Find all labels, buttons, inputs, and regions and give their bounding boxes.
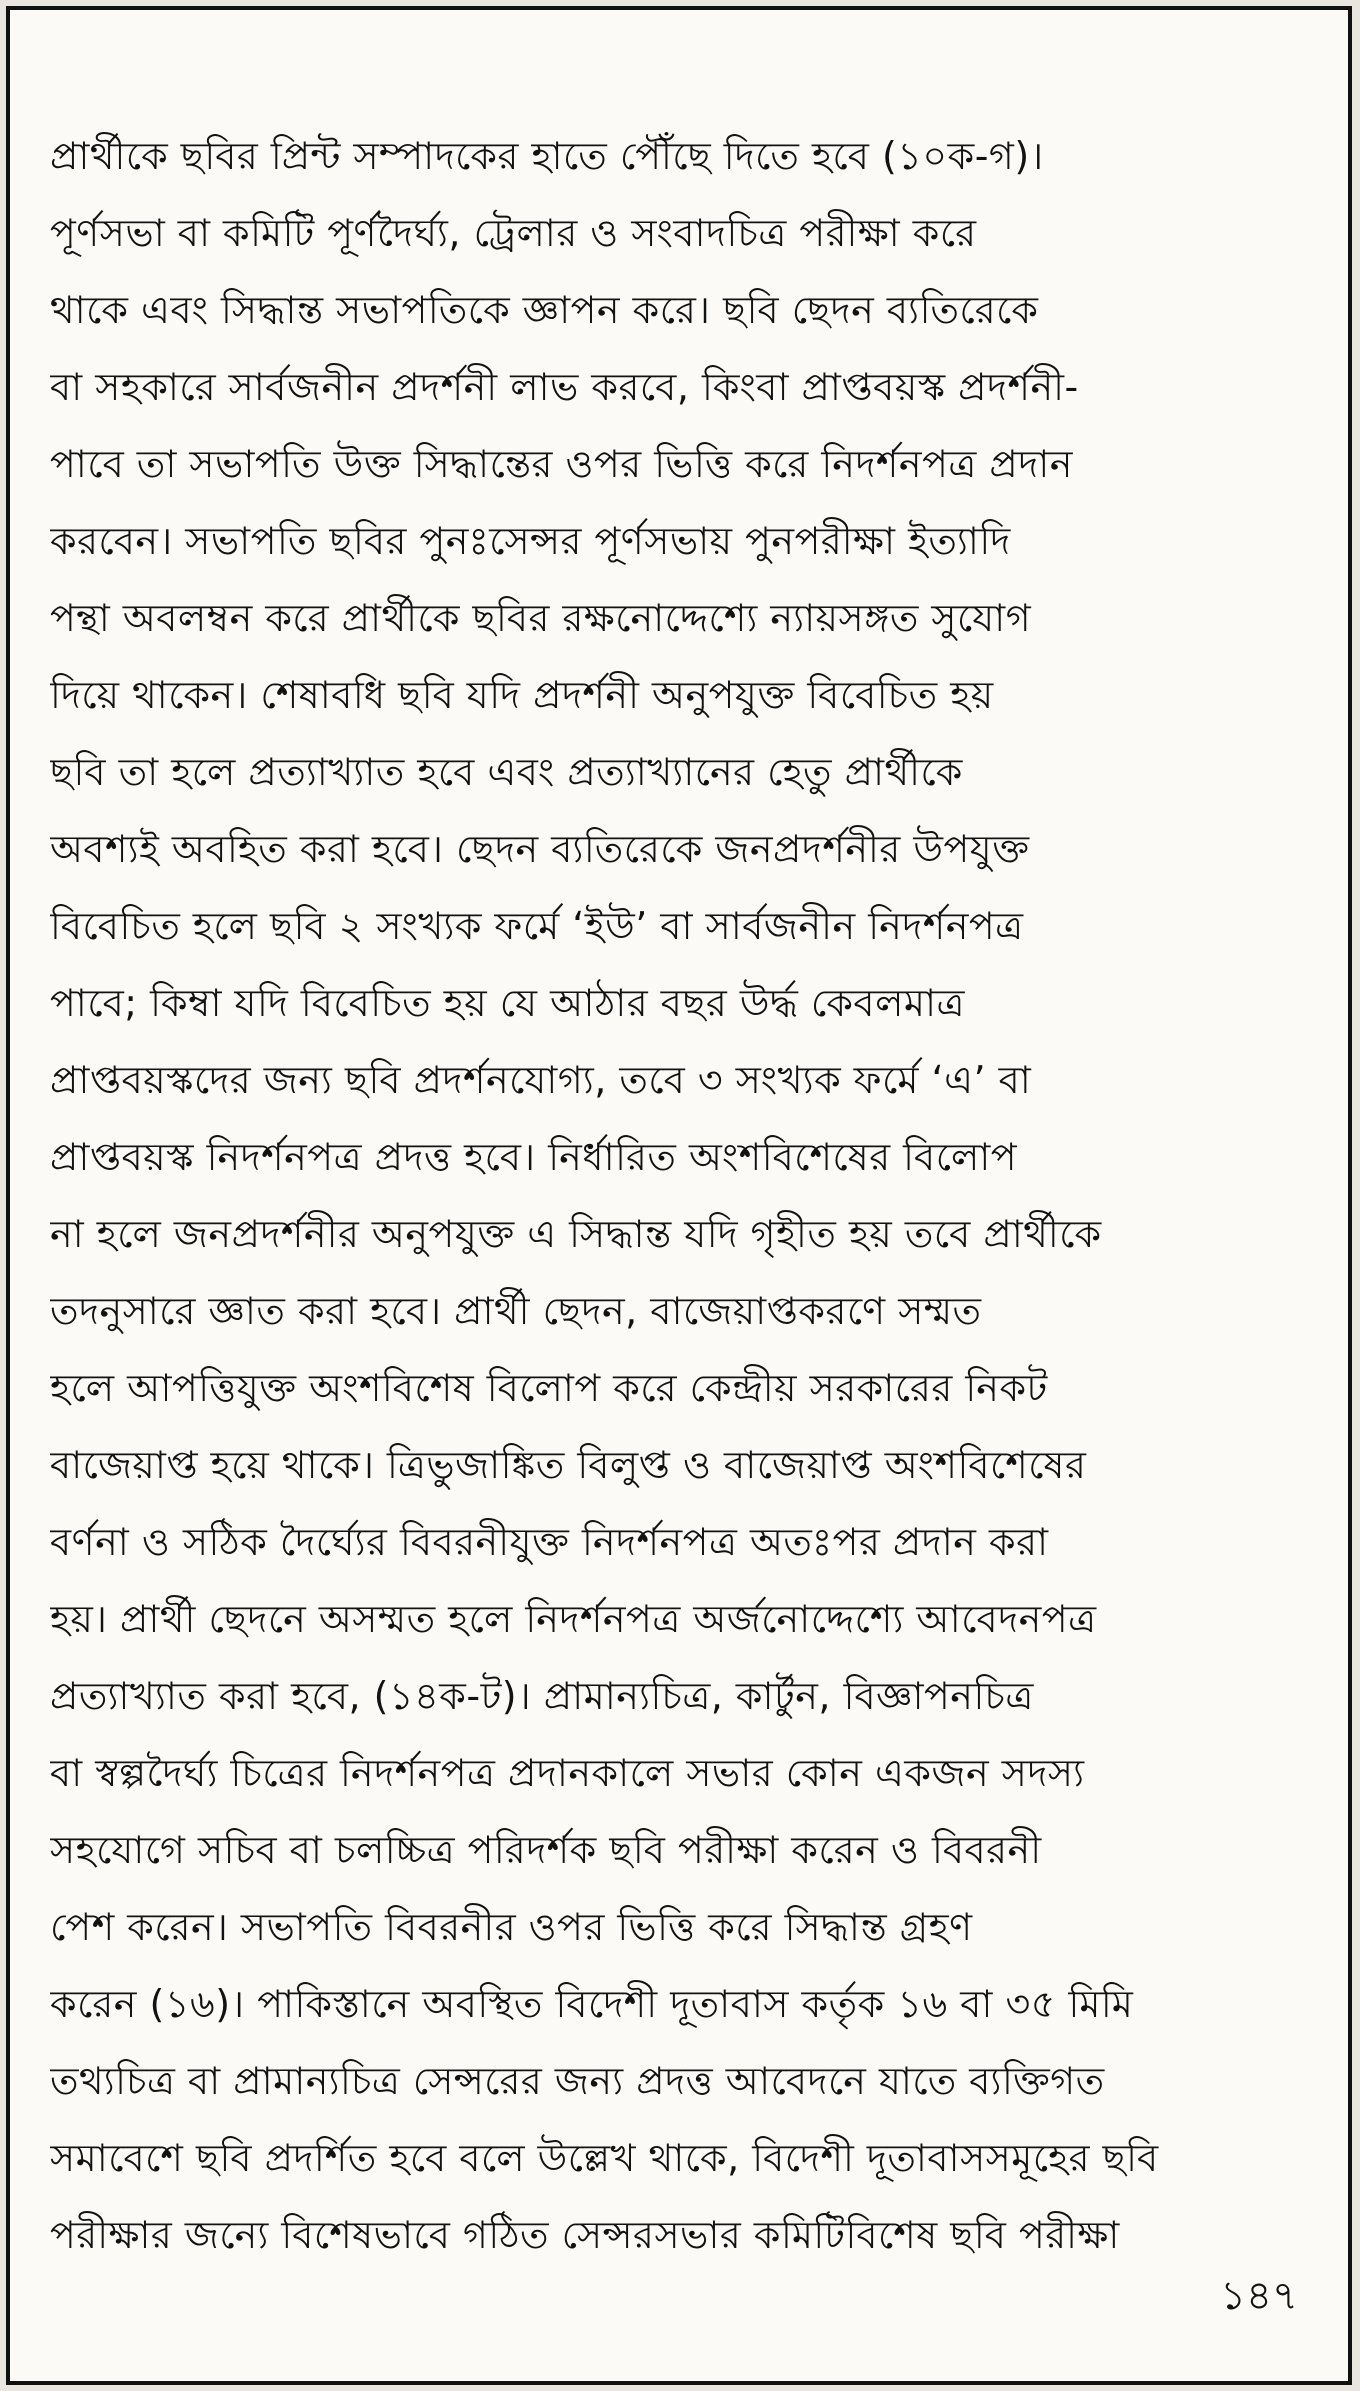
text-line: পন্থা অবলম্বন করে প্রার্থীকে ছবির রক্ষনোদ্দেশ্যে ন্যায়সঙ্গত সুযোগ xyxy=(50,596,1032,640)
text-line: তদনুসারে জ্ঞাত করা হবে। প্রার্থী ছেদন, বাজেয়াপ্তকরণে সম্মত xyxy=(50,1289,982,1333)
text-line: হয়। প্রার্থী ছেদনে অসম্মত হলে নিদর্শনপত্র অর্জনোদ্দেশ্যে আবেদনপত্র xyxy=(50,1597,1097,1641)
text-line: প্রত্যাখ্যাত করা হবে, (১৪ক-ট)। প্রামান্যচিত্র, কার্টুন, বিজ্ঞাপনচিত্র xyxy=(50,1674,1034,1718)
text-line: পেশ করেন। সভাপতি বিবরনীর ওপর ভিত্তি করে সিদ্ধান্ত গ্রহণ xyxy=(50,1905,973,1949)
body-text xyxy=(50,118,1330,2274)
text-line: পাবে তা সভাপতি উক্ত সিদ্ধান্তের ওপর ভিত্তি করে নিদর্শনপত্র প্রদান xyxy=(50,442,1073,486)
text-line: করবেন। সভাপতি ছবির পুনঃসেন্সর পূর্ণসভায় পুনপরীক্ষা ইত্যাদি xyxy=(50,519,1011,563)
text-line: প্রাপ্তবয়স্কদের জন্য ছবি প্রদর্শনযোগ্য, তবে ৩ সংখ্যক ফর্মে ‘এ’ বা xyxy=(50,1058,1032,1102)
text-line: বাজেয়াপ্ত হয়ে থাকে। ত্রিভুজাঙ্কিত বিলুপ্ত ও বাজেয়াপ্ত অংশবিশেষের xyxy=(50,1443,1087,1487)
text-line: প্রাপ্তবয়স্ক নিদর্শনপত্র প্রদত্ত হবে। নির্ধারিত অংশবিশেষের বিলোপ xyxy=(50,1135,1018,1179)
text-line: বা স্বল্পদৈর্ঘ্য চিত্রের নিদর্শনপত্র প্রদানকালে সভার কোন একজন সদস্য xyxy=(50,1751,1085,1795)
text-line: ছবি তা হলে প্রত্যাখ্যাত হবে এবং প্রত্যাখ্যানের হেতু প্রার্থীকে xyxy=(50,750,963,794)
text-line: পূর্ণসভা বা কমিটি পূর্ণদৈর্ঘ্য, ট্রেলার ও সংবাদচিত্র পরীক্ষা করে xyxy=(50,211,977,255)
text-line: পরীক্ষার জন্যে বিশেষভাবে গঠিত সেন্সরসভার কমিটিবিশেষ ছবি পরীক্ষা xyxy=(50,2213,1120,2257)
text-line: বা সহকারে সার্বজনীন প্রদর্শনী লাভ করবে, কিংবা প্রাপ্তবয়স্ক প্রদর্শনী- xyxy=(50,365,1079,409)
text-line: দিয়ে থাকেন। শেষাবধি ছবি যদি প্রদর্শনী অনুপযুক্ত বিবেচিত হয় xyxy=(50,673,994,717)
text-line: সমাবেশে ছবি প্রদর্শিত হবে বলে উল্লেখ থাকে, বিদেশী দূতাবাসসমূহের ছবি xyxy=(50,2136,1159,2180)
text-line: বর্ণনা ও সঠিক দৈর্ঘ্যের বিবরনীযুক্ত নিদর্শনপত্র অতঃপর প্রদান করা xyxy=(50,1520,1049,1564)
text-line: করেন (১৬)। পাকিস্তানে অবস্থিত বিদেশী দূতাবাস কর্তৃক ১৬ বা ৩৫ মিমি xyxy=(50,1982,1134,2026)
text-line: সহযোগে সচিব বা চলচ্চিত্র পরিদর্শক ছবি পরীক্ষা করেন ও বিবরনী xyxy=(50,1828,1042,1872)
page-number: ১৪৭ xyxy=(1220,2273,1298,2319)
text-line: প্রার্থীকে ছবির প্রিন্ট সম্পাদকের হাতে পৌঁছে দিতে হবে (১০ক-গ)। xyxy=(50,134,1044,178)
document-page xyxy=(6,6,1352,2385)
text-line: পাবে; কিম্বা যদি বিবেচিত হয় যে আঠার বছর উর্দ্ধ কেবলমাত্র xyxy=(50,981,965,1025)
text-line: হলে আপত্তিযুক্ত অংশবিশেষ বিলোপ করে কেন্দ্রীয় সরকারের নিকট xyxy=(50,1366,1048,1410)
text-line: না হলে জনপ্রদর্শনীর অনুপযুক্ত এ সিদ্ধান্ত যদি গৃহীত হয় তবে প্রার্থীকে xyxy=(50,1212,1102,1256)
text-line: থাকে এবং সিদ্ধান্ত সভাপতিকে জ্ঞাপন করে। ছবি ছেদন ব্যতিরেকে xyxy=(50,288,1039,332)
text-line: অবশ্যই অবহিত করা হবে। ছেদন ব্যতিরেকে জনপ্রদর্শনীর উপযুক্ত xyxy=(50,827,1030,871)
text-line: বিবেচিত হলে ছবি ২ সংখ্যক ফর্মে ‘ইউ’ বা সার্বজনীন নিদর্শনপত্র xyxy=(50,904,1024,948)
text-line: তথ্যচিত্র বা প্রামান্যচিত্র সেন্সরের জন্য প্রদত্ত আবেদনে যাতে ব্যক্তিগত xyxy=(50,2059,1105,2103)
